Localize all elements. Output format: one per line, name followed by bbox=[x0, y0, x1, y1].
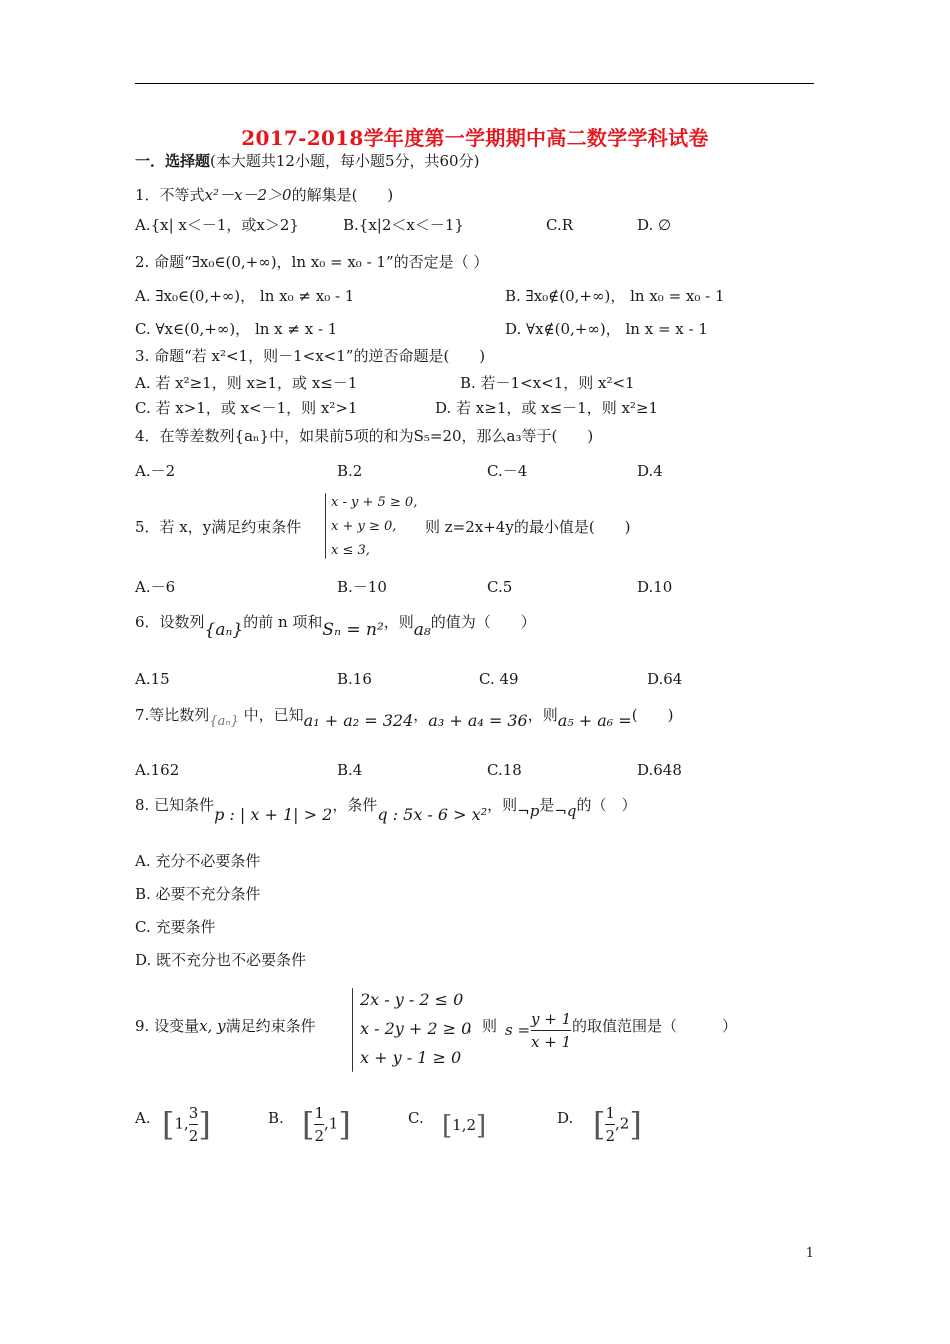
q7-m1: a₁ + a₂ = 324 bbox=[303, 711, 414, 730]
q7-m3: a₅ + a₆ = bbox=[557, 711, 632, 730]
q7-seq: {aₙ} bbox=[209, 714, 239, 729]
q8-stem-d: 是 bbox=[539, 796, 555, 814]
q9-option-a-val: 1, bbox=[174, 1114, 189, 1133]
q9-denominator: x + 1 bbox=[531, 1033, 572, 1051]
q6-option-b: B.16 bbox=[337, 670, 372, 688]
q6-stem-a: 6．设数列 bbox=[135, 613, 205, 631]
q9-option-b bbox=[302, 1102, 351, 1147]
q9-option-d-frac bbox=[605, 1102, 615, 1147]
q9-s-lhs: s = bbox=[505, 1021, 531, 1039]
q8-stem-a: 8. 已知条件 bbox=[135, 796, 215, 814]
q9-constraint-1: 2x - y - 2 ≤ 0 bbox=[360, 990, 464, 1009]
q6-stem-c: ，则 bbox=[383, 613, 414, 631]
q4-option-c: C.－4 bbox=[487, 462, 528, 480]
q2-option-c: C. ∀x∈(0,+∞)， ln x ≠ x - 1 bbox=[135, 320, 338, 338]
q8-stem-e: 的（ ） bbox=[576, 796, 637, 814]
q9-fraction bbox=[531, 1008, 571, 1053]
q8-stem-b: ，条件 bbox=[332, 796, 378, 814]
q5-constraint-2: x + y ≥ 0, bbox=[331, 519, 397, 534]
q3-stem: 3. 命题“若 x²<1，则－1<x<1”的逆否命题是( ) bbox=[135, 347, 486, 365]
exam-title: 2017-2018学年度第一学期期中高二数学学科试卷 bbox=[241, 126, 709, 150]
q9-option-b-label: B. bbox=[268, 1109, 284, 1127]
q7-option-d: D.648 bbox=[637, 761, 682, 779]
page-number: 1 bbox=[805, 1246, 814, 1261]
q6-seq: {aₙ} bbox=[204, 620, 244, 640]
q9-option-b-num: 1 bbox=[314, 1104, 325, 1122]
q5-stem-b: 则 z=2x+4y的最小值是( ) bbox=[425, 518, 631, 536]
q9-option-a-frac bbox=[189, 1102, 199, 1147]
q1-stem-b: 的解集是( ) bbox=[291, 186, 394, 204]
q3-option-d: D. 若 x≥1，或 x≤－1，则 x²≥1 bbox=[435, 399, 659, 417]
q9-option-d-den: 2 bbox=[605, 1127, 616, 1145]
q8-q: q : 5x - 6 > x² bbox=[377, 805, 488, 824]
q2-option-b: B. ∃x₀∉(0,+∞)， ln x₀ = x₀ - 1 bbox=[505, 287, 725, 305]
q8-p: p : | x + 1| > 2 bbox=[214, 805, 333, 824]
bracket-left-icon: [ bbox=[593, 1105, 606, 1144]
q9-option-b-den: 2 bbox=[314, 1127, 325, 1145]
q9-option-a-den: 2 bbox=[188, 1127, 199, 1145]
q3-option-b: B. 若－1<x<1，则 x²<1 bbox=[460, 374, 635, 392]
q9-stem-c: ，则 bbox=[467, 1017, 498, 1035]
bracket-right-icon: ] bbox=[338, 1105, 351, 1144]
q9-option-d-label: D. bbox=[557, 1109, 574, 1127]
q7-sep2: ，则 bbox=[527, 706, 558, 724]
q9-fraction-body bbox=[531, 1008, 571, 1053]
q6-option-d: D.64 bbox=[647, 670, 683, 688]
q9-numerator: y + 1 bbox=[531, 1010, 572, 1028]
q9-option-c bbox=[442, 1106, 486, 1146]
q9-option-c-label: C. bbox=[408, 1109, 424, 1127]
q2-option-d: D. ∀x∉(0,+∞)， ln x = x - 1 bbox=[505, 320, 708, 338]
q6-a8: a₈ bbox=[413, 620, 431, 640]
section-heading: 一．选择题 bbox=[135, 152, 211, 170]
q4-option-d: D.4 bbox=[637, 462, 663, 480]
q7-option-c: C.18 bbox=[487, 761, 522, 779]
q8-stem bbox=[135, 795, 637, 824]
q9-option-d bbox=[593, 1102, 642, 1147]
q9-option-c-val: 1,2 bbox=[452, 1116, 477, 1134]
q9-constraint-3: x + y - 1 ≥ 0 bbox=[360, 1048, 462, 1067]
bracket-right-icon: ] bbox=[476, 1111, 487, 1141]
q9-stem-b: 满足约束条件 bbox=[225, 1017, 316, 1035]
bracket-right-icon: ] bbox=[629, 1105, 642, 1144]
q7-stem-c: ( ) bbox=[631, 706, 674, 724]
q9-option-a-label: A. bbox=[135, 1109, 151, 1127]
q9-constraint-2: x - 2y + 2 ≥ 0 bbox=[360, 1019, 472, 1038]
q7-option-a: A.162 bbox=[135, 761, 180, 779]
q8-option-b: B. 必要不充分条件 bbox=[135, 885, 261, 903]
bracket-left-icon: [ bbox=[162, 1105, 175, 1144]
q9-option-d-num: 1 bbox=[605, 1104, 616, 1122]
q8-not-q: ¬q bbox=[554, 802, 577, 820]
q6-stem bbox=[135, 612, 536, 640]
section-note: (本大题共12小题，每小题5分，共60分) bbox=[210, 152, 480, 170]
q1-option-c: C.R bbox=[546, 216, 574, 234]
q7-stem-b: 中，已知 bbox=[243, 706, 304, 724]
q2-stem: 2. 命题“∃x₀∈(0,+∞)，ln x₀ = x₀ - 1”的否定是（ ） bbox=[135, 253, 489, 271]
q5-constraint-brace bbox=[325, 493, 326, 559]
q3-option-c: C. 若 x>1，或 x<－1，则 x²>1 bbox=[135, 399, 358, 417]
q7-m2: a₃ + a₄ = 36 bbox=[428, 711, 528, 730]
q8-option-a: A. 充分不必要条件 bbox=[135, 852, 261, 870]
q9-option-b-frac bbox=[314, 1102, 324, 1147]
q5-option-b: B.－10 bbox=[337, 578, 387, 596]
q6-sn: Sₙ = n² bbox=[322, 620, 384, 640]
q6-stem-d: 的值为（ ） bbox=[430, 613, 536, 631]
q8-not-p: ¬p bbox=[517, 802, 540, 820]
bracket-right-icon: ] bbox=[198, 1105, 211, 1144]
q5-option-d: D.10 bbox=[637, 578, 673, 596]
q9-stem-d: 的取值范围是（ ） bbox=[572, 1017, 738, 1035]
q8-option-d: D. 既不充分也不必要条件 bbox=[135, 951, 307, 969]
q6-stem-b: 的前 n 项和 bbox=[243, 613, 323, 631]
q1-option-d bbox=[637, 215, 671, 235]
q6-option-a: A.15 bbox=[135, 670, 170, 688]
q5-option-a: A.－6 bbox=[135, 578, 176, 596]
q1-option-a: A.{x| x＜－1，或x＞2} bbox=[135, 216, 299, 234]
q7-sep1: ， bbox=[413, 706, 429, 724]
q5-stem-a: 5．若 x，y满足约束条件 bbox=[135, 518, 302, 536]
q1-option-d-label: D. bbox=[637, 216, 654, 234]
q9-stem-a bbox=[135, 1016, 316, 1036]
header-rule bbox=[135, 83, 814, 84]
q5-constraint-1: x - y + 5 ≥ 0, bbox=[331, 495, 418, 510]
q1-stem-a: 1．不等式 bbox=[135, 186, 205, 204]
q7-stem-a: 7.等比数列 bbox=[135, 706, 210, 724]
q5-option-c: C.5 bbox=[487, 578, 513, 596]
q2-option-a: A. ∃x₀∈(0,+∞)， ln x₀ ≠ x₀ - 1 bbox=[135, 287, 355, 305]
q1-stem-math: x²－x－2＞0 bbox=[204, 186, 292, 204]
q3-option-a: A. 若 x²≥1，则 x≥1，或 x≤－1 bbox=[135, 374, 358, 392]
q8-stem-c: ，则 bbox=[487, 796, 518, 814]
bracket-left-icon: [ bbox=[302, 1105, 315, 1144]
q9-option-a-num: 3 bbox=[188, 1104, 199, 1122]
q9-constraint-brace bbox=[352, 988, 353, 1072]
q4-stem: 4．在等差数列{aₙ}中，如果前5项的和为S₅=20，那么a₃等于( ) bbox=[135, 427, 594, 445]
q7-option-b: B.4 bbox=[337, 761, 363, 779]
q6-option-c: C. 49 bbox=[479, 670, 519, 688]
q4-option-a: A.－2 bbox=[135, 462, 176, 480]
empty-set-icon: ∅ bbox=[658, 216, 672, 234]
q9-option-b-val: ,1 bbox=[324, 1114, 339, 1133]
q9-vars: x, y bbox=[199, 1017, 226, 1035]
q5-constraint-3: x ≤ 3, bbox=[331, 543, 370, 558]
bracket-left-icon: [ bbox=[442, 1111, 453, 1141]
q7-stem bbox=[135, 705, 674, 730]
q1-option-b: B.{x|2＜x＜－1} bbox=[343, 216, 464, 234]
q8-option-c: C. 充要条件 bbox=[135, 918, 216, 936]
section-heading-row bbox=[135, 151, 479, 171]
q1-stem bbox=[135, 185, 393, 205]
q9-option-a bbox=[162, 1102, 211, 1147]
q9-stem-a-text: 9. 设变量 bbox=[135, 1017, 200, 1035]
q9-option-d-val: ,2 bbox=[615, 1114, 630, 1133]
q4-option-b: B.2 bbox=[337, 462, 363, 480]
